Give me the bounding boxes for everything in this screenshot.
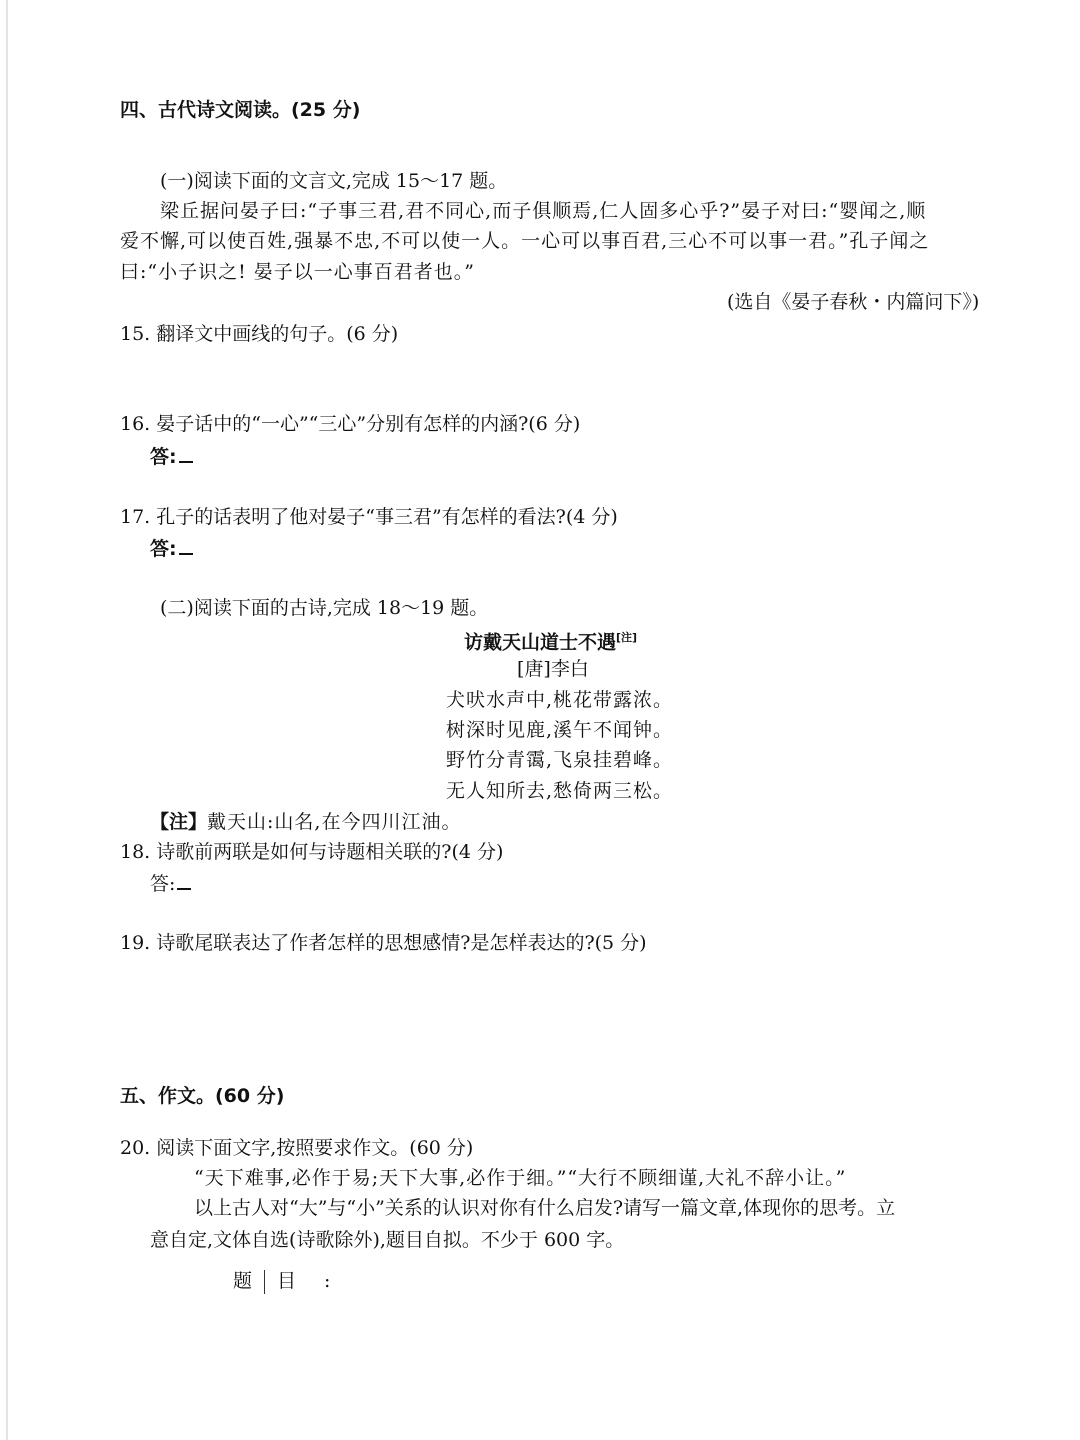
question-16: 16. 晏子话中的“一心”“三心”分别有怎样的内涵?(6 分) [120, 413, 581, 435]
poem-title [464, 624, 637, 656]
poem-author: [唐]李白 [517, 658, 589, 680]
poem-note [150, 808, 461, 836]
passage-line-3: 曰:“小子识之! 晏子以一心事百君者也。” [120, 261, 476, 283]
essay-quote: “天下难事,必作于易;天下大事,必作于细。”“大行不顾细谨,大礼不辞小让。” [194, 1167, 847, 1189]
question-19: 19. 诗歌尾联表达了作者怎样的思想感情?是怎样表达的?(5 分) [120, 932, 647, 954]
answer-label: 答: [150, 446, 177, 468]
essay-title-field[interactable] [233, 1267, 330, 1295]
poem-line-2: 树深时见鹿,溪午不闻钟。 [446, 719, 674, 741]
poem-line-1: 犬吠水声中,桃花带露浓。 [446, 689, 674, 711]
answer-18 [150, 870, 191, 898]
passage-line-1: 梁丘据问晏子曰:“子事三君,君不同心,而子俱顺焉,仁人固多心乎?”晏子对曰:“婴闻之,顺 [160, 200, 927, 222]
poem-note-label: 【注】 [150, 811, 208, 833]
part-2-instruction: (二)阅读下面的古诗,完成 18～19 题。 [160, 597, 489, 619]
passage-line-2: 爱不懈,可以使百姓,强暴不忠,不可以使一人。一心可以事百君,三心不可以事一君。”孔子闻之 [120, 230, 930, 252]
poem-line-3: 野竹分青霭,飞泉挂碧峰。 [446, 749, 674, 771]
passage-source: (选自《晏子春秋・内篇问下》) [727, 291, 980, 313]
title-label-2: 目 [277, 1270, 297, 1292]
essay-prompt-line-2: 意自定,文体自选(诗歌除外),题目自拟。不少于 600 字。 [150, 1229, 625, 1251]
page-edge [6, 0, 8, 1440]
essay-prompt-line-1: 以上古人对“大”与“小”关系的认识对你有什么启发?请写一篇文章,体现你的思考。立 [194, 1197, 896, 1219]
answer-blank[interactable] [179, 535, 193, 555]
question-20: 20. 阅读下面文字,按照要求作文。(60 分) [120, 1137, 474, 1159]
title-separator [264, 1270, 265, 1294]
answer-blank[interactable] [177, 870, 191, 890]
title-colon: : [324, 1270, 331, 1292]
poem-title-text: 访戴天山道士不遇 [464, 631, 617, 654]
question-18: 18. 诗歌前两联是如何与诗题相关联的?(4 分) [120, 841, 504, 863]
question-17: 17. 孔子的话表明了他对晏子“事三君”有怎样的看法?(4 分) [120, 506, 618, 528]
poem-line-4: 无人知所去,愁倚两三松。 [446, 780, 674, 802]
answer-blank[interactable] [179, 443, 193, 463]
answer-label: 答: [150, 538, 177, 560]
poem-title-note: [注] [616, 631, 638, 644]
answer-label: 答: [150, 873, 176, 895]
answer-17 [150, 535, 193, 563]
part-1-instruction: (一)阅读下面的文言文,完成 15～17 题。 [160, 170, 508, 192]
title-label-1: 题 [233, 1270, 253, 1292]
question-15: 15. 翻译文中画线的句子。(6 分) [120, 323, 399, 345]
poem-note-text: 戴天山:山名,在今四川江油。 [207, 811, 462, 833]
answer-16 [150, 443, 193, 471]
section-5-title: 五、作文。(60 分) [120, 1085, 285, 1107]
section-4-title: 四、古代诗文阅读。(25 分) [120, 99, 361, 121]
